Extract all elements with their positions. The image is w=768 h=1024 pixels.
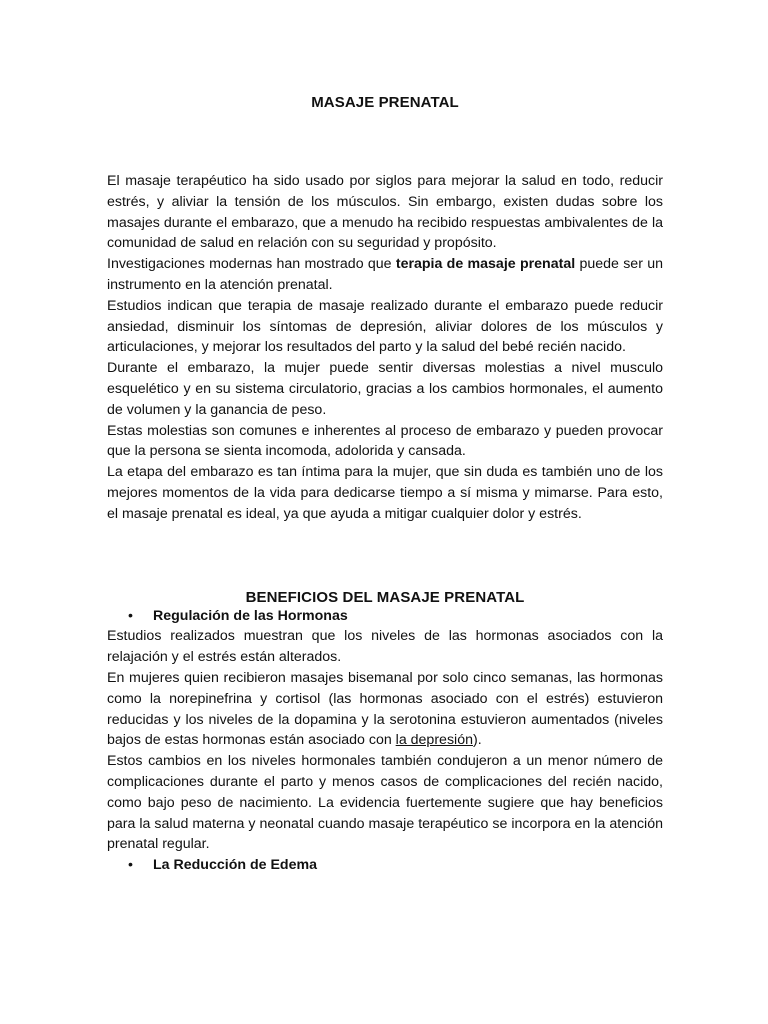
benefits-heading: BENEFICIOS DEL MASAJE PRENATAL <box>245 588 525 606</box>
hormones-paragraph-1: Estudios realizados muestran que los niveles de las hormonas asociados con la relajación y el estrés están alterados. <box>107 628 663 666</box>
intro-paragraph-6: La etapa del embarazo es tan íntima para la mujer, que sin duda es también uno de los mejores momentos de la vida para dedicarse tiempo a sí misma y mimarse. Para esto, el masaje prenatal es ideal, ya que ayuda a mitigar cualquier dolor y estrés. <box>107 464 663 522</box>
intro-paragraph-4: Durante el embarazo, la mujer puede sentir diversas molestias a nivel musculo esquelético y en su sistema circulatorio, gracias a los cambios hormonales, el aumento de volumen y la ganancia de peso. <box>107 360 663 418</box>
intro-paragraph-1: El masaje terapéutico ha sido usado por siglos para mejorar la salud en todo, reducir estrés, y aliviar la tensión de los músculos. Sin embargo, existen dudas sobre los masajes durante el embarazo, que a menudo ha recibido respuestas ambivalentes de la comunidad de salud en relación con su seguridad y propósito. <box>107 173 663 252</box>
document-title: MASAJE PRENATAL <box>311 94 459 111</box>
intro-section <box>107 171 663 525</box>
hormones-paragraph-2 <box>107 668 663 751</box>
intro-paragraph-5: Estas molestias son comunes e inherentes al proceso de embarazo y pueden provocar que la persona se sienta incomoda, adolorida y cansada. <box>107 422 663 460</box>
benefit-list-2 <box>107 855 663 876</box>
depression-link[interactable]: la depresión <box>395 732 473 749</box>
hormones-paragraph-2-text-start: En mujeres quien recibieron masajes bisemanal por solo cinco semanas, las hormonas como la norepinefrina y cortisol (las hormonas asociado con el estrés) estuvieron reducidas y los niveles de la dopamina y la serotonina estuvieron aumentados (niveles bajos de estas hormonas están asociado con <box>107 669 663 749</box>
intro-paragraph-3: Estudios indican que terapia de masaje realizado durante el embarazo puede reducir ansiedad, disminuir los síntomas de depresión, aliviar dolores de los músculos y articulaciones, y mejorar los resultados del parto y la salud del bebé recién nacido. <box>107 297 663 356</box>
hormones-paragraph-3: Estos cambios en los niveles hormonales también condujeron a un menor número de complicaciones durante el parto y menos casos de complicaciones del recién nacido, como bajo peso de nacimiento. La evidencia fuertemente sugiere que hay beneficios para la salud materna y neonatal cuando masaje terapéutico se incorpora en la atención prenatal regular. <box>107 753 663 853</box>
intro-paragraph-2 <box>107 254 663 296</box>
benefit-bullet-edema: • La Reducción de Edema <box>107 855 663 876</box>
highlighted-term: terapia de masaje prenatal <box>395 256 576 273</box>
benefit-bullet-hormones: • Regulación de las Hormonas <box>107 606 663 627</box>
benefit-list-1 <box>107 606 663 627</box>
hormones-paragraph-2-text-end: ). <box>472 732 482 749</box>
intro-paragraph-2-text-start: Investigaciones modernas han mostrado que <box>107 256 396 273</box>
intro-paragraph-2-text-end: puede ser un instrumento en la atención prenatal. <box>107 256 663 293</box>
